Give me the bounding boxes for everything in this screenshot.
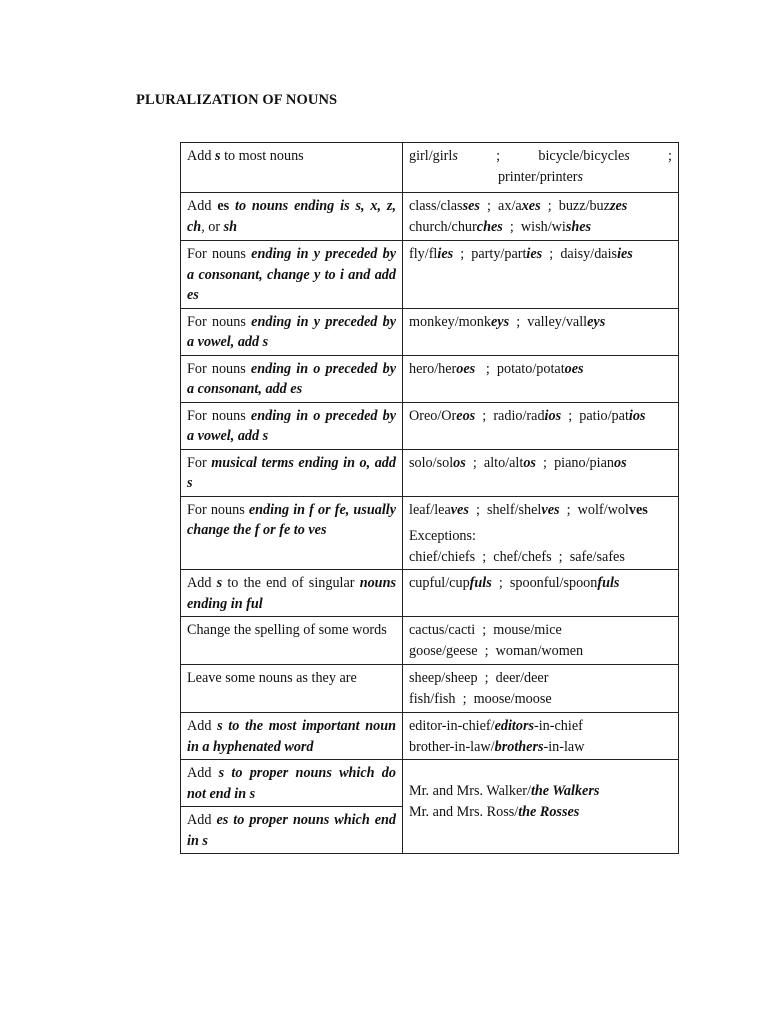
- table-row: [181, 449, 679, 496]
- table-row: [181, 193, 679, 241]
- text-segment: to the end of singular: [222, 575, 360, 591]
- text-segment: nouns ending in ful: [187, 575, 400, 612]
- examples-cell: [403, 449, 679, 496]
- example-line: [409, 312, 672, 333]
- text-segment: the Rosses: [518, 803, 580, 820]
- text-segment: ies: [617, 246, 633, 262]
- text-segment: class/clas: [409, 198, 463, 214]
- example-line: [409, 668, 672, 689]
- example-line: [409, 620, 672, 641]
- table-row: [181, 760, 679, 807]
- text-segment: Exceptions:: [409, 528, 476, 544]
- example-line: [409, 526, 672, 547]
- text-segment: Add: [187, 148, 215, 164]
- text-segment: ;: [629, 148, 672, 164]
- text-segment: ; shelf/shel: [468, 501, 542, 518]
- rule-cell: [181, 241, 403, 309]
- text-segment: For: [187, 454, 212, 471]
- text-segment: ; alto/alt: [465, 454, 524, 471]
- rule-cell: [181, 449, 403, 496]
- text-segment: For nouns: [187, 407, 251, 424]
- text-segment: to nouns ending is s, x, z, ch: [187, 198, 400, 235]
- text-segment: ; wolf/wol: [559, 501, 629, 518]
- table-row: [181, 617, 679, 665]
- rule-cell: [181, 496, 403, 570]
- text-segment: ies: [437, 246, 454, 262]
- text-segment: editor-in-chief/: [409, 718, 495, 734]
- text-segment: Add: [187, 765, 219, 781]
- examples-cell: [403, 570, 679, 617]
- text-segment: fuls: [469, 575, 492, 591]
- examples-cell: [403, 496, 679, 570]
- text-segment: ending in y preceded by a vowel, add s: [187, 313, 400, 350]
- rule-cell: [181, 355, 403, 402]
- text-segment: fuls: [597, 575, 620, 591]
- text-segment: es: [217, 198, 230, 214]
- text-segment: ; valley/vall: [509, 313, 588, 330]
- text-segment: ses: [462, 198, 480, 214]
- text-segment: s: [577, 168, 584, 185]
- text-segment: s: [216, 575, 223, 591]
- text-segment: xes: [521, 198, 541, 214]
- example-line: [409, 781, 672, 802]
- text-segment: Oreo/Or: [409, 407, 457, 424]
- text-segment: goose/geese ; woman/women: [409, 642, 584, 659]
- text-segment: leaf/lea: [409, 501, 451, 518]
- text-segment: ; piano/pian: [535, 454, 614, 471]
- text-segment: Add: [187, 812, 217, 828]
- example-line: [409, 716, 672, 737]
- table-row: [181, 496, 679, 570]
- text-segment: editors: [494, 718, 535, 734]
- text-segment: -in-chief: [534, 718, 583, 734]
- text-segment: oes: [564, 360, 584, 377]
- rule-cell: [181, 143, 403, 193]
- examples-cell: [403, 143, 679, 193]
- rule-cell: [181, 617, 403, 665]
- text-segment: os: [613, 454, 627, 471]
- text-segment: ; party/part: [453, 246, 527, 262]
- text-segment: shes: [565, 218, 592, 235]
- text-segment: cactus/cacti ; mouse/mice: [409, 622, 562, 638]
- text-segment: fly/fl: [409, 246, 438, 262]
- example-line: [409, 167, 672, 188]
- example-line: [409, 500, 672, 521]
- text-segment: sh: [223, 218, 238, 235]
- text-segment: For nouns: [187, 313, 252, 330]
- text-segment: os: [523, 454, 536, 471]
- example-line: [409, 547, 672, 568]
- text-segment: ; patio/pat: [561, 407, 629, 424]
- examples-cell: [403, 193, 679, 241]
- text-segment: Add: [187, 718, 218, 734]
- rule-cell: [181, 570, 403, 617]
- examples-cell: [403, 402, 679, 449]
- table-row: [181, 713, 679, 760]
- text-segment: eos: [456, 407, 476, 424]
- text-segment: ; buzz/buz: [540, 198, 610, 214]
- examples-cell: [403, 617, 679, 665]
- table-row: [181, 570, 679, 617]
- page-title: PLURALIZATION OF NOUNS: [136, 92, 338, 108]
- examples-cell: [403, 713, 679, 760]
- text-segment: os: [453, 454, 466, 471]
- text-segment: sheep/sheep ; deer/deer: [409, 670, 549, 686]
- text-segment: ches: [476, 218, 503, 235]
- text-segment: ves: [628, 501, 648, 518]
- examples-cell: [403, 308, 679, 355]
- text-segment: s: [214, 148, 221, 164]
- text-segment: es to proper nouns which end in s: [187, 812, 400, 849]
- example-line: [409, 244, 672, 265]
- text-segment: cupful/cup: [409, 575, 470, 591]
- table-row: [181, 241, 679, 309]
- text-segment: to the most important noun in a hyphenated word: [187, 718, 400, 755]
- text-segment: s: [624, 148, 630, 164]
- example-line: [409, 641, 672, 662]
- text-segment: For nouns: [187, 246, 252, 262]
- text-segment: Mr. and Mrs. Ross/: [409, 803, 519, 820]
- table-row: [181, 308, 679, 355]
- text-segment: eys: [490, 313, 510, 330]
- text-segment: Add: [187, 198, 218, 214]
- text-segment: brother-in-law/: [409, 738, 495, 755]
- text-segment: church/chur: [409, 218, 477, 235]
- text-segment: , or: [201, 218, 224, 235]
- rule-cell: [181, 807, 403, 854]
- text-segment: -in-law: [543, 738, 585, 755]
- text-segment: ending in o preceded by a vowel, add s: [187, 407, 400, 444]
- examples-cell: [403, 241, 679, 309]
- text-segment: s: [217, 718, 223, 734]
- rule-cell: [181, 402, 403, 449]
- text-segment: musical terms ending in o, add s: [187, 454, 400, 491]
- table-row: [181, 665, 679, 713]
- text-segment: girl/girl: [409, 148, 453, 164]
- text-segment: ves: [450, 501, 469, 518]
- example-line: [409, 453, 672, 474]
- text-segment: ios: [544, 407, 562, 424]
- text-segment: Add: [187, 575, 217, 591]
- example-line: [409, 573, 672, 594]
- text-segment: For nouns: [187, 360, 251, 377]
- table-row: [181, 355, 679, 402]
- text-segment: ; bicycle/bicycle: [457, 148, 625, 164]
- example-line: [409, 146, 672, 167]
- rule-cell: [181, 713, 403, 760]
- text-segment: eys: [587, 313, 606, 330]
- text-segment: ; ax/a: [479, 198, 522, 214]
- text-segment: oes: [456, 360, 476, 377]
- text-segment: Mr. and Mrs. Walker/: [409, 783, 531, 799]
- text-segment: ; wish/wi: [502, 218, 566, 235]
- text-segment: printer/printer: [497, 168, 578, 185]
- text-segment: hero/her: [409, 360, 457, 377]
- table-row: [181, 143, 679, 193]
- examples-cell: [403, 760, 679, 854]
- rule-cell: [181, 193, 403, 241]
- rule-cell: [181, 760, 403, 807]
- example-line: [409, 689, 672, 710]
- example-line: [409, 737, 672, 758]
- text-segment: ; daisy/dais: [542, 246, 618, 262]
- pluralization-table-body: [181, 143, 679, 854]
- examples-cell: [403, 665, 679, 713]
- text-segment: Leave some nouns as they are: [187, 670, 357, 686]
- text-segment: s to proper nouns which do not end in s: [187, 765, 400, 802]
- text-segment: ios: [628, 407, 646, 424]
- example-line: [409, 217, 672, 238]
- example-line: [409, 802, 672, 823]
- text-segment: ending in o preceded by a consonant, add es: [187, 360, 400, 397]
- text-segment: s: [452, 148, 458, 164]
- rule-cell: [181, 308, 403, 355]
- text-segment: to most nouns: [220, 148, 304, 164]
- text-segment: zes: [609, 198, 628, 214]
- table-row: [181, 402, 679, 449]
- text-segment: brothers: [494, 738, 544, 755]
- example-line: [409, 406, 672, 427]
- example-line: [409, 196, 672, 217]
- text-segment: the Walkers: [530, 783, 600, 799]
- text-segment: Change the spelling of some words: [187, 622, 387, 638]
- text-segment: For nouns: [187, 501, 249, 518]
- text-segment: ending in f or fe, usually change the f or fe to ves: [187, 501, 400, 538]
- text-segment: solo/sol: [409, 454, 454, 471]
- example-line: [409, 359, 672, 380]
- text-segment: monkey/monk: [409, 313, 491, 330]
- text-segment: ending in y preceded by a consonant, change y to i and add es: [187, 246, 400, 303]
- rule-cell: [181, 665, 403, 713]
- text-segment: ; potato/potat: [475, 360, 565, 377]
- text-segment: ; spoonful/spoon: [491, 575, 598, 591]
- pluralization-table: [180, 142, 679, 854]
- examples-cell: [403, 355, 679, 402]
- text-segment: chief/chiefs ; chef/chefs ; safe/safes: [409, 548, 625, 565]
- text-segment: ves: [541, 501, 560, 518]
- text-segment: ; radio/rad: [475, 407, 545, 424]
- text-segment: fish/fish ; moose/moose: [409, 690, 552, 707]
- text-segment: ies: [526, 246, 543, 262]
